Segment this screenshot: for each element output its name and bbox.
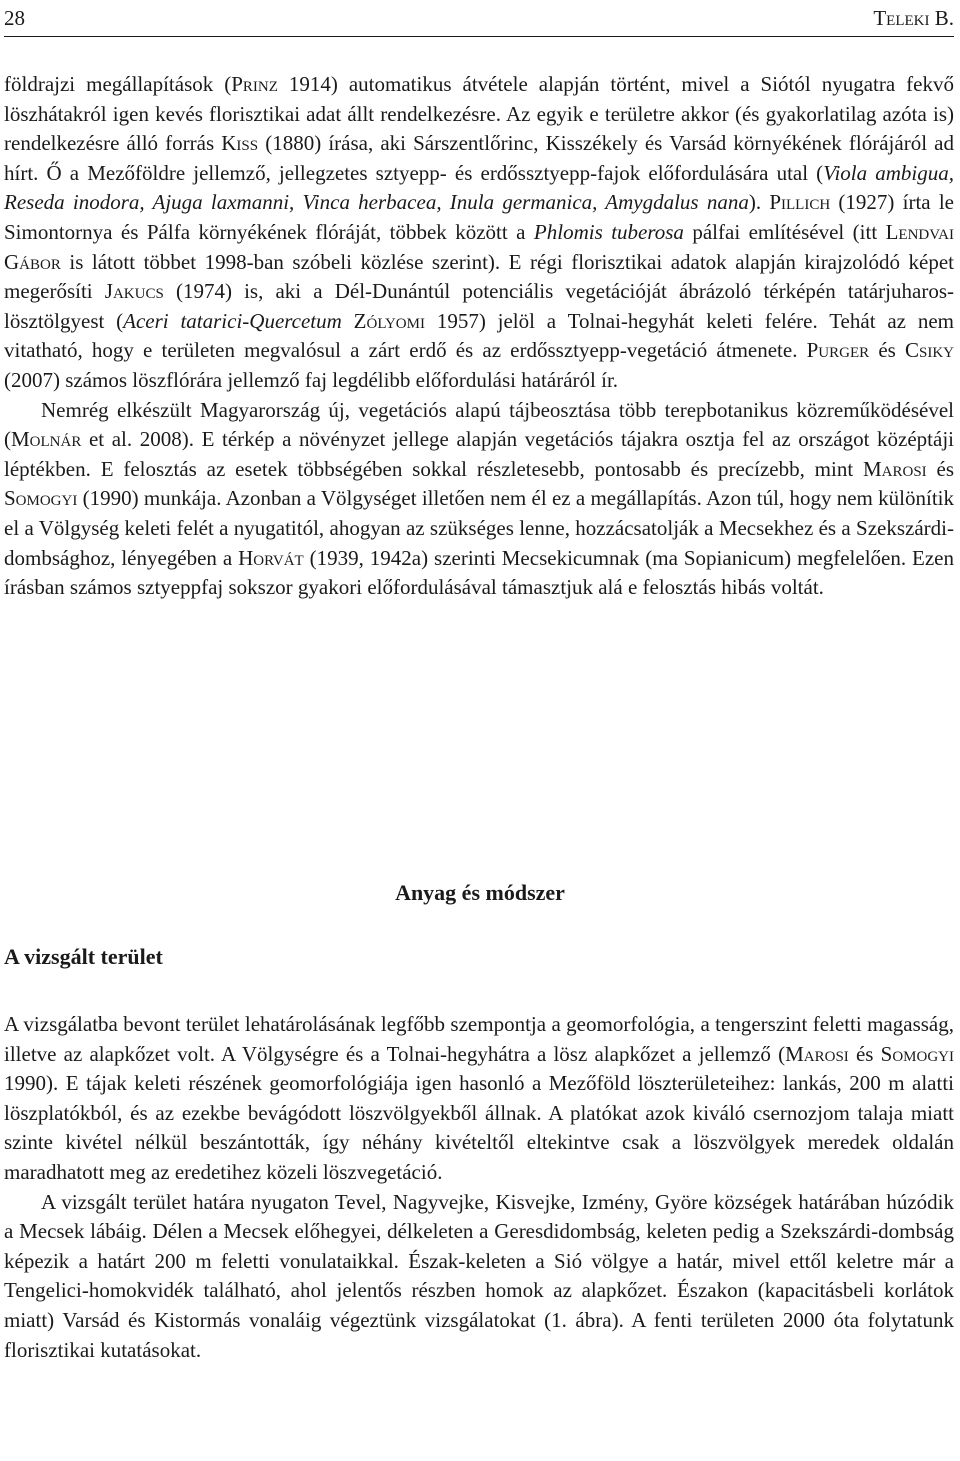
author-name: Horvát bbox=[238, 545, 304, 570]
text-run: (1939, 1942a) szerinti Mecsekicumnak (ma Sopianicum) megfelelően. Ezen írásban számos sztyeppfaj sokszor gyakori előfordulásával támasztjuk alá e felosztás hibás voltát. bbox=[4, 545, 955, 600]
author-name: Somogyi bbox=[880, 1041, 954, 1066]
text-run: és bbox=[869, 338, 905, 363]
intro-text bbox=[4, 70, 954, 603]
author-name: Zólyomi bbox=[353, 308, 425, 333]
author-name: Lendvai Gábor bbox=[4, 219, 954, 274]
page-header bbox=[4, 0, 954, 37]
text-run: 1990). E tájak keleti részének geomorfológiája igen hasonló a Mezőföld löszterületeihez: lankás, 200 m alatti löszplatókból, és az ezekbe bevágódott löszvölgyekből állnak. A platókat azok kiváló csernozjom talaja miatt szinte kivétel nélkül beszántották, így néhány kivételtől eltekintve csak a löszvölgyek meredek oldalán maradhatott meg az eredetihez közeli löszvegetáció. bbox=[4, 1071, 954, 1184]
author-name: Marosi bbox=[785, 1041, 849, 1066]
author-name: Jakucs bbox=[104, 279, 164, 304]
text-run: (1880) írása, aki Sárszentlőrinc, Kisszékely és Varsád környékének flórájáról ad hírt. Ő a Mezőföldre jellemző, jellegzetes sztyepp- és erdőssztyepp-fajok előfordulására utal ( bbox=[4, 131, 954, 185]
text-run: 1957) jelöl a Tolnai-hegyhát keleti felére. Tehát az nem vitatható, hogy e területen megvalósul a zárt erdő és az erdőssztyepp-vegetáció átmenete. bbox=[4, 308, 954, 363]
author-name: Prinz bbox=[231, 72, 278, 96]
text-run: A vizsgált terület határa nyugaton Tevel, Nagyvejke, Kisvejke, Izmény, Györe községek határában húzódik a Mecsek lábáig. Délen a Mecsek előhegyei, délkeleten a Geresdidombság, keleten pedig a Szekszárdi-dombság képezik a határt 200 m feletti vonulataikkal. Észak-keleten a Sió völgye a határ, mivel ettől keletre már a Tengelici-homokvidék található, ahol jelentős részben homok az alapkőzet. Északon (kapacitásbeli korlátok miatt) Varsád és Kistormás vonaláig végeztünk vizsgálatokat (1. ábra). A fenti területen 2000 óta folytatunk florisztikai kutatásokat. bbox=[4, 1189, 954, 1362]
species-names: Viola ambigua, Reseda inodora, Ajuga laxmanni, Vinca herbacea, Inula germanica, Amygdalus nana bbox=[4, 160, 954, 215]
text-run: és bbox=[926, 456, 954, 481]
paragraph bbox=[4, 70, 954, 396]
author-name: Kiss bbox=[221, 131, 259, 156]
text-run: pálfai említésével (itt bbox=[683, 219, 886, 244]
text-run: (1990) munkája. Azonban a Völgységet illetően nem él ez a megállapítás. Azon túl, hogy nem különítik el a Völgység keleti felét a nyugatitól, ahogyan az szükséges lenne, hozzácsatolják a Mecsekhez és a Szekszárdi-dombsághoz, lényegében a bbox=[4, 486, 954, 570]
author-name: Pillich bbox=[769, 190, 831, 215]
text-run bbox=[342, 309, 354, 333]
text-run: földrajzi megállapítások ( bbox=[4, 72, 232, 96]
paragraph bbox=[4, 1188, 954, 1366]
running-head: Teleki B. bbox=[873, 6, 954, 30]
methods-text bbox=[4, 1010, 954, 1365]
text-run: ). bbox=[748, 190, 770, 215]
text-run: Nemrég elkészült Magyarország új, vegetációs alapú tájbeosztása több terepbotanikus közreműködésével ( bbox=[4, 397, 954, 452]
text-run: és bbox=[848, 1041, 881, 1066]
page-number: 28 bbox=[4, 6, 25, 30]
author-name: Marosi bbox=[862, 456, 927, 481]
author-name: Molnár bbox=[11, 427, 82, 452]
text-run: A vizsgálatba bevont terület lehatárolásának legfőbb szempontja a geomorfológia, a tengerszint feletti magasság, illetve az alapkőzet volt. A Völgységre és a Tolnai-hegyhátra a lösz alapkőzet a jellemző ( bbox=[4, 1012, 954, 1066]
association-name: Aceri tatarici-Quercetum bbox=[123, 308, 342, 333]
subsection-title: A vizsgált terület bbox=[4, 944, 163, 969]
author-name: Purger bbox=[806, 338, 870, 363]
section-title: Anyag és módszer bbox=[395, 880, 565, 905]
text-run: (2007) számos löszflórára jellemző faj legdélibb előfordulási határáról ír. bbox=[4, 367, 619, 392]
text-run: 1914) automatikus átvétele alapján történt, mivel a Siótól nyugatra fekvő löszhátakról igen kevés florisztikai adat állt rendelkezésre. Az egyik e területre akkor (és gyakorlatilag azóta is) rendelkezésre álló forrás bbox=[4, 72, 954, 156]
paragraph bbox=[4, 1010, 954, 1188]
text-run: et al. 2008). E térkép a növényzet jellege alapján vegetációs tájakra osztja fel az országot középtáji léptékben. E felosztás az esetek többségében sokkal részletesebb, pontosabb és precízebb, mint bbox=[4, 427, 954, 481]
text-run: (1974) is, aki a Dél-Dunántúl potenciális vegetációját ábrázoló térképén tatárjuharos-lösztölgyest ( bbox=[4, 279, 954, 333]
text-run: is látott többet 1998-ban szóbeli közlése szerint). E régi florisztikai adatok alapján kirajzolódó képet megerősíti bbox=[4, 249, 954, 304]
author-name: Somogyi bbox=[4, 486, 78, 511]
paragraph bbox=[4, 396, 954, 603]
author-name: Csiky bbox=[904, 338, 954, 363]
species-name: Phlomis tuberosa bbox=[533, 219, 684, 244]
text-run: (1927) írta le Simontornya és Pálfa környékének flóráját, többek között a bbox=[4, 190, 954, 244]
